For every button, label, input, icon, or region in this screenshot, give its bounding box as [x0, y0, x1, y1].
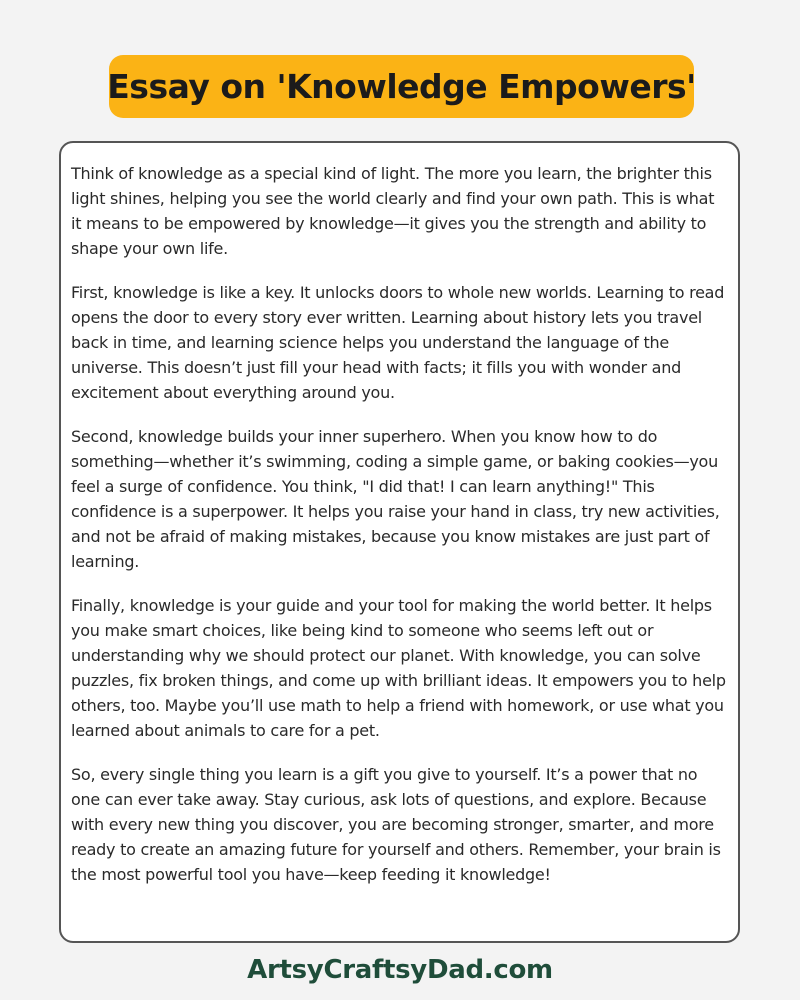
essay-paragraph-3: Second, knowledge builds your inner superhero. When you know how to do something—whether it’s swimming, coding a simple game, or baking cookies—you feel a surge of confidence. You think, "I did that! I can learn anything!" This confidence is a superpower. It helps you raise your hand in class, try new activities, and not be afraid of making mistakes, because you know mistakes are just part of learning.	[71, 427, 720, 571]
page-title: Essay on 'Knowledge Empowers'	[107, 67, 696, 106]
footer-site-name: ArtsyCraftsyDad.com	[247, 955, 553, 985]
title-banner	[109, 55, 694, 118]
essay-paragraph-2: First, knowledge is like a key. It unlocks doors to whole new worlds. Learning to read opens the door to every story ever written. Learning about history lets you travel back in time, and learning science helps you understand the language of the universe. This doesn’t just fill your head with facts; it fills you with wonder and excitement about everything around you.	[71, 283, 725, 402]
essay-card	[59, 141, 740, 943]
essay-paragraph-4: Finally, knowledge is your guide and your tool for making the world better. It helps you make smart choices, like being kind to someone who seems left out or understanding why we should protect our planet. With knowledge, you can solve puzzles, fix broken things, and come up with brilliant ideas. It empowers you to help others, too. Maybe you’ll use math to help a friend with homework, or use what you learned about animals to care for a pet.	[71, 596, 726, 740]
essay-paragraph-5: So, every single thing you learn is a gift you give to yourself. It’s a power that no one can ever take away. Stay curious, ask lots of questions, and explore. Because with every new thing you discover, you are becoming stronger, smarter, and more ready to create an amazing future for yourself and others. Remember, your brain is the most powerful tool you have—keep feeding it knowledge!	[71, 765, 721, 884]
essay-paragraph-1: Think of knowledge as a special kind of light. The more you learn, the brighter this light shines, helping you see the world clearly and find your own path. This is what it means to be empowered by knowledge—it gives you the strength and ability to shape your own life.	[71, 164, 715, 258]
